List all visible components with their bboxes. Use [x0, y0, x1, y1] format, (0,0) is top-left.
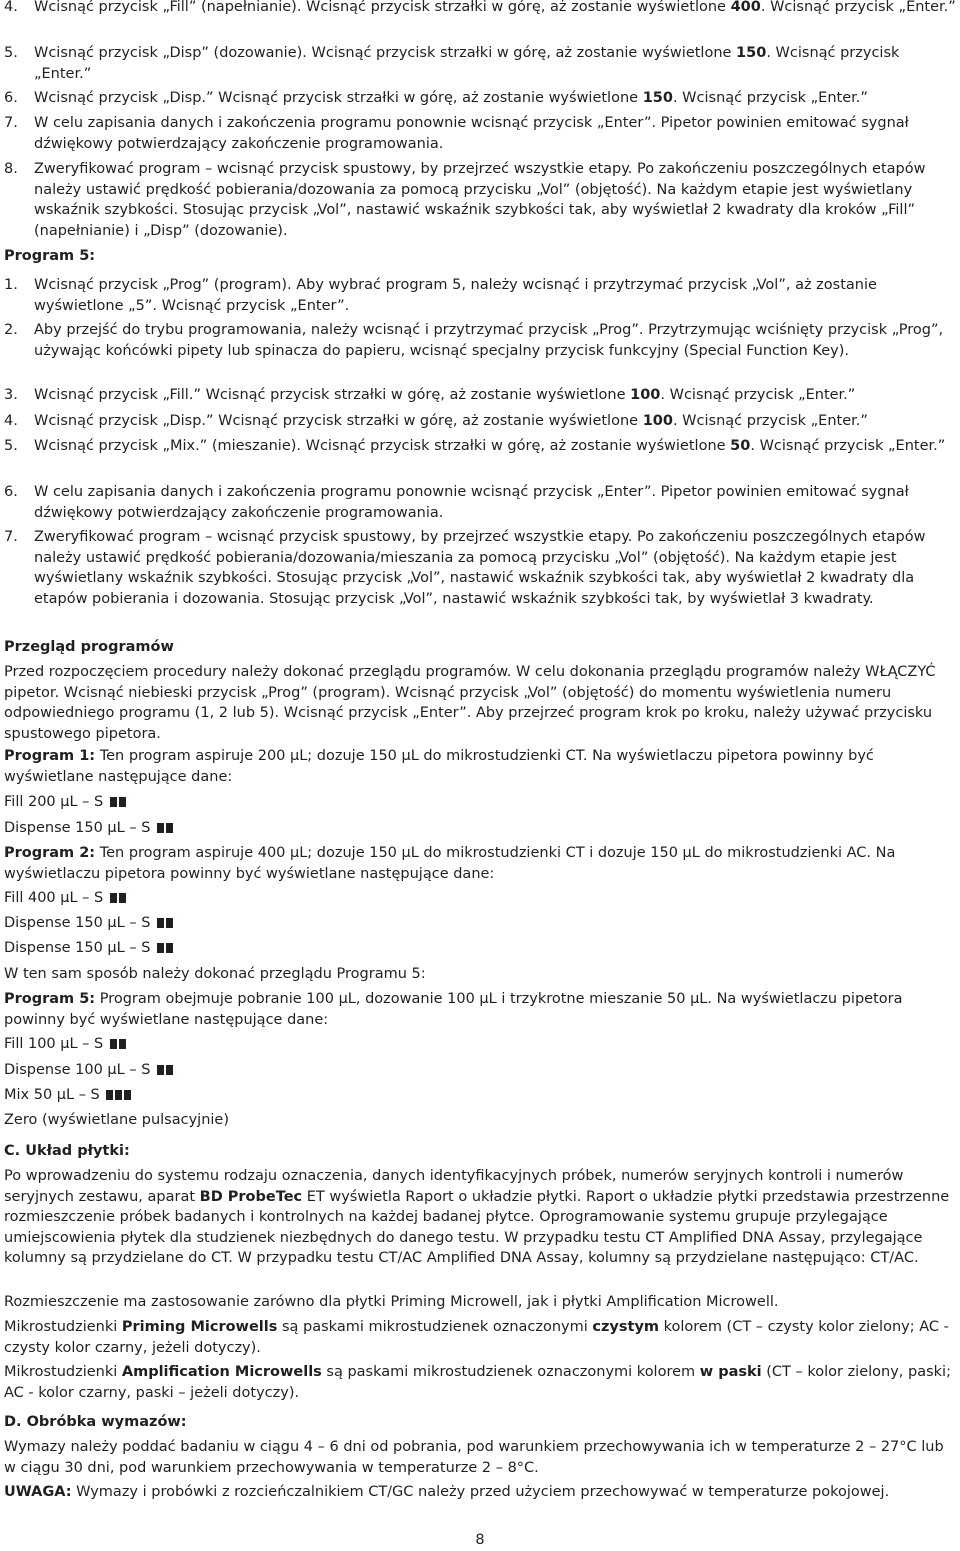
step-a-6: 6. Wcisnąć przycisk „Disp.” Wcisnąć przycisk strzałki w górę, aż zostanie wyświetlone 150. Wcisnąć przycisk „Enter.” [4, 88, 956, 109]
step-a-7: 7. W celu zapisania danych i zakończenia programu ponownie wcisnąć przycisk „Enter”. Pipetor powinien emitować sygnał dźwiękowy potwierdzający zakończenie programowania. [4, 115, 909, 152]
p5-display-line-3: Mix 50 µL – S [4, 1085, 956, 1106]
p1-display-line-2: Dispense 150 µL – S [4, 818, 956, 839]
section-c-paragraph-2: Rozmieszczenie ma zastosowanie zarówno dla płytki Priming Microwell, jak i płytki Amplification Microwell. [4, 1294, 779, 1310]
step-a-8: 8. Zweryfikować program – wcisnąć przycisk spustowy, by przejrzeć wszystkie etapy. Po zakończeniu poszczególnych etapów należy ustawić prędkość pobierania/dozowania za pomocą przycisku „Vol” (objętość). Na każdym etapie jest wyświetlany wskaźnik szybkości. Stosując przycisk „Vol”, nastawić wskaźnik szybkości tak, aby wyświetlał 2 kwadraty dla kroków „Fill” (napełnianie) i „Disp” (dozowanie). [4, 161, 926, 239]
speed-square-icon [157, 918, 164, 928]
step-number: 6. [4, 484, 18, 500]
zero-line: Zero (wyświetlane pulsacyjnie) [4, 1112, 229, 1128]
step-number: 4. [4, 0, 18, 15]
speed-square-icon [124, 1090, 131, 1100]
step-number: 5. [4, 438, 18, 454]
p5-step-4: 4. Wcisnąć przycisk „Disp.” Wcisnąć przycisk strzałki w górę, aż zostanie wyświetlone 100. Wcisnąć przycisk „Enter.” [4, 411, 956, 432]
speed-square-icon [119, 893, 126, 903]
speed-square-icon [110, 797, 117, 807]
review-intro: Przed rozpoczęciem procedury należy dokonać przeglądu programów. W celu dokonania przeglądu programów należy WŁĄCZYĆ pipetor. Wcisnąć niebieski przycisk „Prog” (program). Wcisnąć przycisk „Vol” (objętość) do momentu wyświetlenia numeru odpowiedniego programu (1, 2 lub 5). Wcisnąć przycisk „Enter”. Aby przejrzeć program krok po kroku, należy używać przycisku spustowego pipetora. [4, 664, 936, 742]
speed-square-icon [157, 943, 164, 953]
step-a-4: 4. Wcisnąć przycisk „Fill” (napełnianie). Wcisnąć przycisk strzałki w górę, aż zostanie wyświetlone 400. Wcisnąć przycisk „Enter.” [4, 0, 956, 18]
section-d-note: UWAGA: Wymazy i probówki z rozcieńczalnikiem CT/GC należy przed użyciem przechowywać w temperaturze pokojowej. [4, 1484, 890, 1500]
speed-square-icon [166, 943, 173, 953]
speed-square-icon [157, 1065, 164, 1075]
step-number: 8. [4, 161, 18, 177]
step-number: 7. [4, 529, 18, 545]
p5-display-line-1: Fill 100 µL – S [4, 1034, 956, 1055]
speed-square-icon [110, 893, 117, 903]
speed-square-icon [166, 1065, 173, 1075]
p1-display-line-1: Fill 200 µL – S [4, 792, 956, 813]
p5-display-line-2: Dispense 100 µL – S [4, 1060, 956, 1081]
same-way-note: W ten sam sposób należy dokonać przeglądu Programu 5: [4, 966, 426, 982]
step-number: 4. [4, 413, 18, 429]
p5-step-1: 1. Wcisnąć przycisk „Prog” (program). Aby wybrać program 5, należy wcisnąć i przytrzymać przycisk „Vol”, aż zostanie wyświetlone „5”. Wcisnąć przycisk „Enter”. [4, 277, 877, 314]
step-number: 7. [4, 115, 18, 131]
speed-square-icon [106, 1090, 113, 1100]
p2-display-line-1: Fill 400 µL – S [4, 888, 956, 909]
program5-heading: Program 5: [4, 248, 96, 264]
p2-display-line-2: Dispense 150 µL – S [4, 913, 956, 934]
p5-step-7: 7. Zweryfikować program – wcisnąć przycisk spustowy, by przejrzeć wszystkie etapy. Po zakończeniu poszczególnych etapów należy ustawić prędkość pobierania/dozowania/mieszania za pomocą przycisku „Vol” (objętość). Na każdym etapie jest wyświetlany wskaźnik szybkości. Stosując przycisk „Vol”, nastawić wskaźnik szybkości tak, aby wyświetlał 2 kwadraty dla etapów pobierania i dozowania. Stosując przycisk „Vol”, nastawić wskaźnik szybkości tak, by wyświetlał 3 kwadraty. [4, 529, 926, 607]
section-c-paragraph-3: Mikrostudzienki Priming Microwells są paskami mikrostudzienek oznaczonymi czystym kolorem (CT – czysty kolor zielony; AC - czysty kolor czarny, jeżeli dotyczy). [4, 1319, 949, 1356]
p5-step-2: 2. Aby przejść do trybu programowania, należy wcisnąć i przytrzymać przycisk „Prog”. Przytrzymując wciśnięty przycisk „Prog”, używając końcówki pipety lub spinacza do papieru, wcisnąć specjalny przycisk funkcyjny (Special Function Key). [4, 322, 944, 359]
review-heading: Przegląd programów [4, 639, 174, 655]
speed-square-icon [115, 1090, 122, 1100]
speed-square-icon [110, 1039, 117, 1049]
step-number: 6. [4, 90, 18, 106]
section-d-paragraph-1: Wymazy należy poddać badaniu w ciągu 4 – 6 dni od pobrania, pod warunkiem przechowywania ich w temperaturze 2 – 27°C lub w ciągu 30 dni, pod warunkiem przechowywania w temperaturze 2 – 8°C. [4, 1439, 944, 1476]
step-number: 2. [4, 322, 18, 338]
page-number: 8 [475, 1532, 485, 1548]
p5-step-5: 5. Wcisnąć przycisk „Mix.” (mieszanie). Wcisnąć przycisk strzałki w górę, aż zostanie wyświetlone 50. Wcisnąć przycisk „Enter.” [4, 436, 956, 457]
speed-square-icon [157, 823, 164, 833]
step-number: 5. [4, 45, 18, 61]
section-c-paragraph-4: Mikrostudzienki Amplification Microwells są paskami mikrostudzienek oznaczonymi kolorem w paski (CT – kolor zielony, paski; AC - kolor czarny, paski – jeżeli dotyczy). [4, 1364, 951, 1401]
step-number: 1. [4, 277, 18, 293]
speed-square-icon [119, 1039, 126, 1049]
speed-square-icon [166, 918, 173, 928]
p5-step-6: 6. W celu zapisania danych i zakończenia programu ponownie wcisnąć przycisk „Enter”. Pipetor powinien emitować sygnał dźwiękowy potwierdzający zakończenie programowania. [4, 484, 909, 521]
step-a-5: 5. Wcisnąć przycisk „Disp” (dozowanie). Wcisnąć przycisk strzałki w górę, aż zostanie wyświetlone 150. Wcisnąć przycisk „Enter.” [4, 45, 900, 82]
section-d-heading: D. Obróbka wymazów: [4, 1414, 187, 1430]
step-number: 3. [4, 387, 18, 403]
program5-description: Program 5: Program obejmuje pobranie 100 µL, dozowanie 100 µL i trzykrotne mieszanie 50 µL. Na wyświetlaczu pipetora powinny być wyświetlane następujące dane: [4, 991, 903, 1028]
speed-square-icon [119, 797, 126, 807]
p5-step-3: 3. Wcisnąć przycisk „Fill.” Wcisnąć przycisk strzałki w górę, aż zostanie wyświetlone 100. Wcisnąć przycisk „Enter.” [4, 385, 956, 406]
program2-description: Program 2: Ten program aspiruje 400 µL; dozuje 150 µL do mikrostudzienki CT i dozuje 150 µL do mikrostudzienki AC. Na wyświetlaczu pipetora powinny być wyświetlane następujące dane: [4, 845, 896, 882]
program1-description: Program 1: Ten program aspiruje 200 µL; dozuje 150 µL do mikrostudzienki CT. Na wyświetlaczu pipetora powinny być wyświetlane następujące dane: [4, 748, 874, 785]
section-c-paragraph-1: Po wprowadzeniu do systemu rodzaju oznaczenia, danych identyfikacyjnych próbek, numerów seryjnych kontroli i numerów seryjnych zestawu, aparat BD ProbeTec ET wyświetla Raport o układzie płytki. Raport o układzie płytki przedstawia przestrzenne rozmieszczenie próbek badanych i kontrolnych na każdej badanej płytce. Oprogramowanie systemu grupuje przylegające umiejscowienia płytek dla studzienek niezbędnych do danego testu. W przypadku testu CT Amplified DNA Assay, przylegające kolumny są przydzielane do CT. W przypadku testu CT/AC Amplified DNA Assay, kolumny są przydzielane następująco: CT/AC. [4, 1168, 950, 1266]
p2-display-line-3: Dispense 150 µL – S [4, 938, 956, 959]
section-c-heading: C. Układ płytki: [4, 1143, 130, 1159]
speed-square-icon [166, 823, 173, 833]
